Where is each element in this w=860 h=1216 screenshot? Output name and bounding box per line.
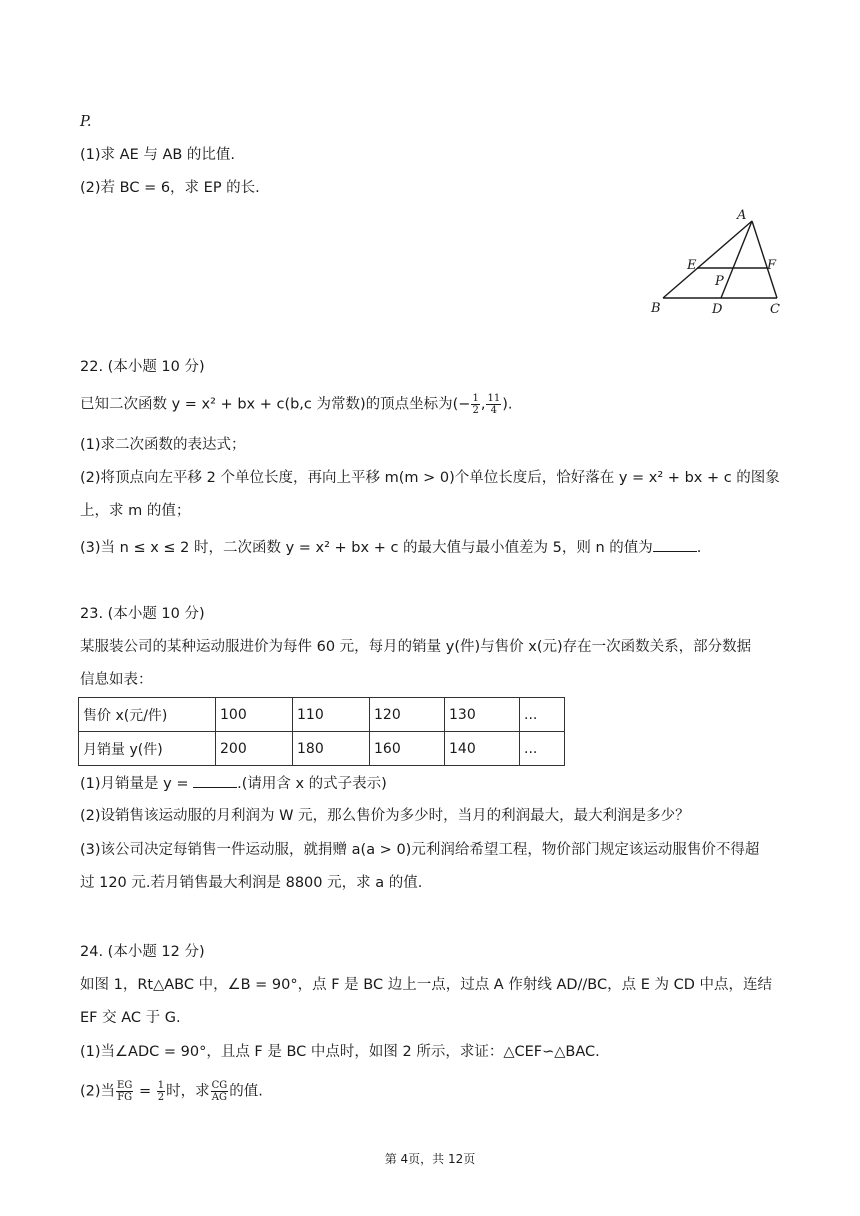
vertex-x-fraction: $\frac{1}{2}$ — [472, 393, 479, 416]
q24-header: 24. (本小题 12 分) — [80, 944, 205, 960]
table-cell: ... — [520, 732, 565, 766]
table-row-sales — [79, 732, 565, 766]
table-cell: 售价 x(元/件) — [79, 698, 216, 732]
q23-part3-line1: (3)该公司决定每销售一件运动服，就捐赠 a(a > 0)元利润给希望工程，物价部门规定该运动服售价不得超 — [80, 842, 760, 858]
q23-part3-line2: 过 120 元.若月销售最大利润是 8800 元，求 a 的值. — [80, 875, 423, 891]
vertex-y-fraction: $\frac{11}{4}$ — [487, 393, 501, 416]
q24-part2: (2)当 $\frac{EG}{FG}$ = $\frac{1}{2}$ 时，求 $\frac{CG}{AG}$ 的值. — [80, 1080, 263, 1103]
answer-blank — [653, 537, 697, 552]
q22-part2-line1: (2)将顶点向左平移 2 个单位长度，再向上平移 m(m > 0)个单位长度后，恰好落在 y = x² + bx + c 的图象 — [80, 470, 780, 486]
table-cell: 140 — [445, 732, 520, 766]
answer-blank — [193, 773, 237, 788]
q23-part1: (1)月销量是 y = .(请用含 x 的式子表示) — [80, 773, 387, 794]
label-a: A — [737, 208, 747, 223]
table-cell: 月销量 y(件) — [79, 732, 216, 766]
q24-stem-line2: EF 交 AC 于 G. — [80, 1010, 181, 1026]
table-cell: ... — [520, 698, 565, 732]
triangle-figure — [645, 205, 785, 320]
table-row-price — [79, 698, 565, 732]
q22-part3: (3)当 n ≤ x ≤ 2 时，二次函数 y = x² + bx + c 的最大值与最小值差为 5，则 n 的值为 . — [80, 537, 701, 558]
q24-stem-line1: 如图 1，Rt△ABC 中，∠B = 90°，点 F 是 BC 边上一点，过点 A 作射线 AD//BC，点 E 为 CD 中点，连结 — [80, 977, 773, 993]
fraction-one-half: $\frac{1}{2}$ — [157, 1080, 165, 1103]
q23-stem-line1: 某服装公司的某种运动服进价为每件 60 元，每月的销量 y(件)与售价 x(元)存在一次函数关系，部分数据 — [80, 639, 752, 655]
q22-header: 22. (本小题 10 分) — [80, 359, 205, 375]
segment-ad — [721, 221, 752, 298]
page-footer: 第 4页，共 12页 — [384, 1152, 476, 1166]
table-cell: 120 — [370, 698, 445, 732]
price-sales-table — [78, 697, 565, 766]
q23-header: 23. (本小题 10 分) — [80, 606, 205, 622]
fraction-cg-ag: $\frac{CG}{AG}$ — [211, 1080, 228, 1103]
q21-part2: (2)若 BC = 6，求 EP 的长. — [80, 180, 260, 196]
table-cell: 160 — [370, 732, 445, 766]
label-f: F — [767, 258, 777, 273]
q22-part2-line2: 上，求 m 的值； — [80, 503, 191, 519]
q21-part1: (1)求 AE 与 AB 的比值. — [80, 147, 236, 163]
table-cell: 180 — [293, 732, 370, 766]
label-e: E — [687, 258, 697, 273]
q22-part1: (1)求二次函数的表达式； — [80, 437, 246, 453]
q24-part1: (1)当∠ADC = 90°，且点 F 是 BC 中点时，如图 2 所示，求证：△CEF∽△BAC. — [80, 1044, 600, 1060]
side-ab — [663, 221, 752, 298]
table-cell: 100 — [216, 698, 293, 732]
table-cell: 200 — [216, 732, 293, 766]
label-b: B — [651, 301, 661, 316]
label-d: D — [712, 302, 723, 317]
fraction-eg-fg: $\frac{EG}{FG}$ — [117, 1080, 133, 1103]
q23-part2: (2)设销售该运动服的月利润为 W 元，那么售价为多少时，当月的利润最大，最大利润是多少？ — [80, 808, 690, 824]
table-cell: 130 — [445, 698, 520, 732]
label-c: C — [770, 302, 780, 317]
q23-stem-line2: 信息如表： — [80, 672, 153, 688]
q22-stem: 已知二次函数 y = x² + bx + c(b,c 为常数)的顶点坐标为(− $\frac{1}{2}$ , $\frac{11}{4}$ ). — [80, 393, 513, 416]
table-cell: 110 — [293, 698, 370, 732]
label-p: P — [715, 274, 724, 289]
q21-continuation: P. — [80, 114, 92, 130]
